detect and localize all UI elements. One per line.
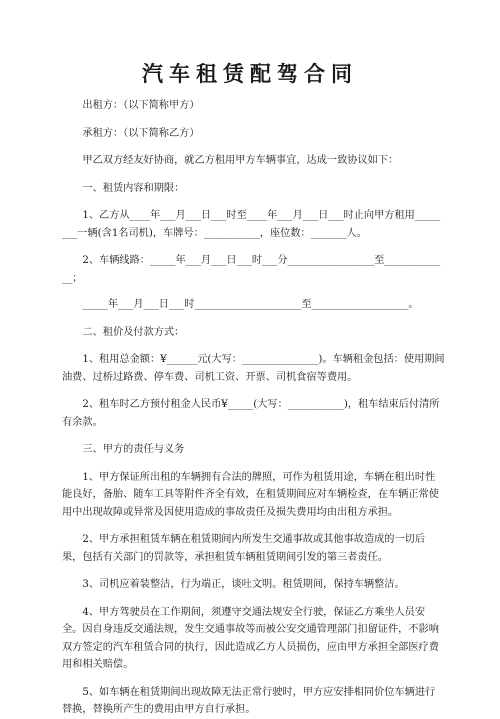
section-heading-3: 三、甲方的责任与义务 xyxy=(82,444,185,455)
clause-1-2: 2、车辆线路：_____年___月___日___时___分_________________至_____________； xyxy=(62,255,441,284)
section-heading-1: 一、租赁内容和期限： xyxy=(82,182,185,194)
paragraph-lessee: 承租方：（以下简称乙方） xyxy=(82,127,200,139)
section-heading-2: 二、租价及付款方式： xyxy=(82,326,185,338)
clause-3-3: 3、司机应着装整洁，行为端正，谈吐文明。租赁期间，保持车辆整洁。 xyxy=(82,579,405,590)
clause-2-1: 1、租用总金额：¥______元(大写：_______________)。车辆租金包括：使用期间油费、过桥过路费、停车费、司机工资、开票、司机食宿等费用。 xyxy=(62,354,445,383)
clause-1-2-continued: _____年___月___日___时_____________________至___________________。 xyxy=(82,299,419,310)
paragraph-lessor: 出租方：（以下简称甲方） xyxy=(82,100,200,111)
paragraph-preamble: 甲乙双方经友好协商，就乙方租用甲方车辆事宜，达成一致协议如下： xyxy=(82,155,399,166)
clause-3-2: 2、甲方承担租赁车辆在租赁期间内所发生交通事故或其他事故造成的一切后果，包括有关部门的罚款等，承担租赁车辆租赁期间引发的第三者责任。 xyxy=(62,534,426,563)
clause-3-5: 5、如车辆在租赁期间出现故障无法正常行驶时，甲方应安排相同价位车辆进行替换，替换所产生的费用由甲方自行承担。 xyxy=(62,686,436,715)
clause-1-1: 1、乙方从____年___月___日___时至____年___月___日___时止向甲方租用________一辆(含1名司机)，车牌号：___________，座位数：_______人。 xyxy=(62,210,441,239)
clause-3-1: 1、甲方保证所出租的车辆拥有合法的牌照，可作为租赁用途，车辆在租出时性能良好，备胎、随车工具等附件齐全有效，在租赁期间应对车辆检查，在车辆正常使用中出现故障或异常及因使用造成的事故责任及损失费用均由出租方承担。 xyxy=(62,471,439,518)
document-title: 汽车租赁配驾合同 xyxy=(142,61,358,86)
clause-3-4: 4、甲方驾驶员在工作期间，须遵守交通法规安全行驶，保证乙方乘坐人员安全。因自身违反交通法规，发生交通事故等而被公安交通管理部门扣留证件，不影响双方签定的汽车租赁合同的执行，因此造成乙方人员损伤，应由甲方承担全部医疗费用和相关赔偿。 xyxy=(62,606,439,670)
clause-2-2: 2、租车时乙方预付租金人民币¥_____(大写：___________)，租车结束后付清所有余款。 xyxy=(62,399,440,428)
document-body xyxy=(62,97,445,719)
